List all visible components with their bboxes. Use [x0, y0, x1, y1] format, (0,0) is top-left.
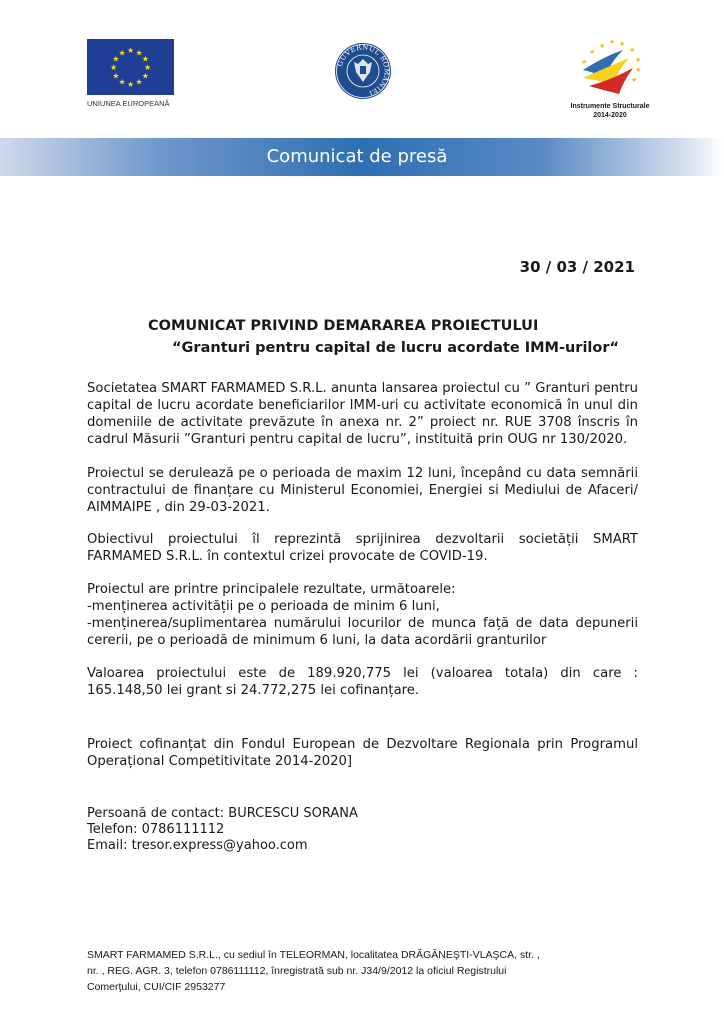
svg-text:★: ★	[609, 38, 616, 46]
eu-star-icon: ★	[141, 71, 149, 81]
eu-star-icon: ★	[118, 48, 126, 58]
contact-block	[87, 806, 358, 854]
paragraph-project-value: Valoarea proiectului este de 189.920,775 lei (valoarea totala) din care : 165.148,50 lei grant si 24.772,275 lei cofinanțare.	[87, 666, 638, 698]
svg-text:★: ★	[619, 40, 626, 48]
paragraph-funding: Proiect cofinanțat din Fondul European de Dezvoltare Regionala prin Programul Operațional Competitivitate 2014-2020]	[87, 737, 638, 769]
structural-instruments-logo	[575, 38, 645, 98]
release-date: 30 / 03 / 2021	[519, 258, 635, 276]
svg-text:★: ★	[599, 42, 606, 50]
svg-text:★: ★	[635, 56, 642, 64]
results-section	[87, 581, 638, 649]
is-label-line1: Instrumente Structurale	[570, 103, 650, 110]
svg-text:★: ★	[629, 46, 636, 54]
svg-text:★: ★	[635, 66, 642, 74]
contact-email: Email: tresor.express@yahoo.com	[87, 838, 308, 853]
banner-title-text: Comunicat de presă	[266, 146, 448, 167]
romanian-government-seal-logo	[334, 42, 392, 100]
is-label-line2: 2014-2020	[593, 112, 627, 119]
eu-star-icon: ★	[112, 71, 120, 81]
svg-text:★: ★	[631, 76, 638, 84]
contact-phone: Telefon: 0786111112	[87, 822, 225, 837]
contact-person: Persoană de contact: BURCESCU SORANA	[87, 806, 358, 821]
footer-line: Comerţului, CUI/CIF 2953277	[87, 981, 226, 993]
document-title-line1: COMUNICAT PRIVIND DEMARAREA PROIECTULUI	[148, 318, 539, 334]
svg-text:★: ★	[589, 48, 596, 56]
banner-title	[0, 146, 724, 167]
company-footer	[87, 947, 557, 995]
eu-star-icon: ★	[118, 77, 126, 87]
results-item: -menținerea activității pe o perioada de minim 6 luni,	[87, 599, 440, 614]
eu-label: UNIUNEA EUROPEANĂ	[87, 99, 170, 108]
svg-text:★: ★	[581, 58, 588, 66]
structural-instruments-label	[560, 102, 660, 120]
eu-star-icon: ★	[144, 63, 152, 72]
eu-star-icon: ★	[127, 80, 135, 89]
eu-star-icon: ★	[127, 46, 135, 55]
results-item: -menținerea/suplimentarea numărului locurilor de munca față de data depunerii cererii, pe o perioadă de minimum 6 luni, la data acordării granturilor	[87, 616, 638, 648]
eu-star-icon: ★	[135, 77, 143, 87]
eu-star-icon: ★	[141, 54, 149, 64]
paragraph-announcement: Societatea SMART FARMAMED S.R.L. anunta lansarea proiectul cu ” Granturi pentru capital de lucru acordate beneficiarilor IMM-uri cu activitate economică în unul din domeniile de activitate prevăzute în anexa nr. 2” proiect nr. RUE 3708 înscris în cadrul Măsurii ”Granturi pentru capital de lucru”, instituită prin OUG nr 130/2020.	[87, 381, 638, 447]
document-title-line2: “Granturi pentru capital de lucru acordate IMM-urilor“	[172, 340, 620, 356]
eu-star-icon: ★	[135, 48, 143, 58]
eu-star-icon: ★	[110, 63, 118, 72]
footer-line: nr. , REG. AGR. 3, telefon 0786111112, înregistrată sub nr. J34/9/2012 la oficiul Registrului	[87, 965, 507, 977]
paragraph-objective: Obiectivul proiectului îl reprezintă sprijinirea dezvoltarii societății SMART FARMAMED S.R.L. în contextul crizei provocate de COVID-19.	[87, 532, 638, 564]
paragraph-duration: Proiectul se derulează pe o perioada de maxim 12 luni, începând cu data semnării contractului de finanțare cu Ministerul Economiei, Energiei si Mediului de Afaceri/ AIMMAIPE , din 29-03-2021.	[87, 466, 638, 515]
footer-line: SMART FARMAMED S.R.L., cu sediul în TELEORMAN, localitatea DRĂGĂNEŞTI-VLAŞCA, str. ,	[87, 949, 540, 961]
gov-seal-text: GUVERNUL ROMÂNIEI	[335, 43, 391, 98]
results-intro: Proiectul are printre principalele rezultate, următoarele:	[87, 582, 456, 597]
eu-flag-logo	[87, 39, 174, 95]
eu-star-icon: ★	[112, 54, 120, 64]
